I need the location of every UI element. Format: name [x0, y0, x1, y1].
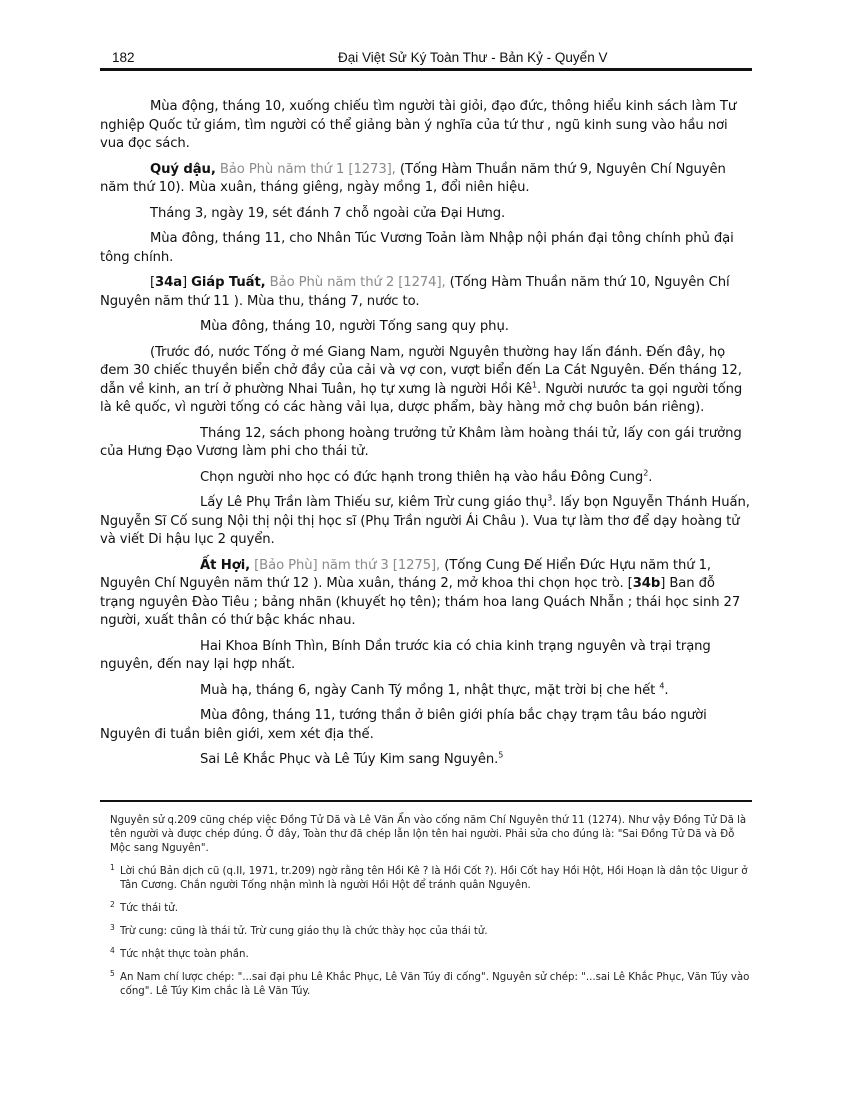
paragraph — [100, 557, 752, 631]
paragraph — [100, 318, 752, 337]
footnote-text: Tức thái tử. — [120, 903, 178, 914]
main-text — [100, 98, 752, 777]
folio-marker: 34b — [632, 576, 661, 591]
paragraph-text: (Trước đó, nước Tống ở mé Giang Nam, người Nguyên thường hay lấn đánh. Đến đây, họ đem 30 chiếc thuyền biển chở đầy của cải và vợ con, vượt biển đến La Cát Nguyên. Đến tháng 12, dẫn về kinh, an trí ở phường Nhai Tuân, họ tự xưng là người Hồi Kê — [100, 344, 742, 397]
paragraph — [100, 425, 752, 462]
paragraph — [100, 682, 752, 701]
footnote-ref[interactable]: 4 — [659, 681, 665, 691]
paragraph — [100, 205, 752, 224]
paragraph-text: Lấy Lê Phụ Trần làm Thiếu sư, kiêm Trừ cung giáo thụ — [200, 495, 548, 510]
paragraph-text: . lấy bọn Nguyễn Thánh Huấn, Nguyễn Sĩ Cố sung Nội thị nội thị học sĩ (Phụ Trần người Ái Châu ). Vua tự làm thơ để dạy hoàng tử và viết Di hậu lục 2 quyển. — [100, 495, 750, 547]
page-header — [100, 48, 752, 68]
footnote-intro — [110, 814, 752, 856]
footnotes-section — [110, 814, 752, 1008]
paragraph-text: Tháng 3, ngày 19, sét đánh 7 chỗ ngoài cửa Đại Hưng. — [150, 205, 506, 221]
footnote-1: 1 Lời chú Bản dịch cũ (q.II, 1971, tr.209) ngờ rằng tên Hồi Kê ? là Hồi Cốt ?). Hồi Cốt hay Hồi Hột, Hồi Hoạn là dân tộc Uigur ở Tân Cương. Chắn người Tống nhận mình là người Hồi Hột để tránh quân Nguyên. — [110, 862, 748, 891]
paragraph — [100, 344, 752, 418]
paragraph-text: ] Ban đỗ trạng nguyên Đào Tiêu ; bảng nhãn (khuyết họ tên); thám hoa lang Quách Nhẫn ; thái học sinh 27 người, xuất thân có thứ bậc khác nhau. — [100, 576, 741, 628]
header-divider — [100, 68, 752, 71]
paragraph-text: Mùa đông, tháng 11, tướng thần ở biên giới phía bắc chạy trạm tâu báo người Nguyên đi tuần biên giới, xem xét địa thế. — [100, 708, 707, 742]
paragraph-text: . Người nưước ta gọi người tống là kê quốc, vì người tống có các hàng vải lụa, dược phẩm, bày hàng mở chợ buôn bán riêng). — [100, 381, 743, 415]
footnote-ref[interactable]: 2 — [643, 468, 649, 478]
footnote-text: Lời chú Bản dịch cũ (q.II, 1971, tr.209) ngờ rằng tên Hồi Kê ? là Hồi Cốt ?). Hồi Cốt hay Hồi Hột, Hồi Hoạn là dân tộc Uigur ở Tân Cương. Chắn người Tống nhận mình là người Hồi Hột để tránh quân Nguyên. — [120, 866, 748, 891]
reign-year-note: Bảo Phù năm thứ 1 [1273], — [215, 161, 396, 177]
paragraph-text: (Tống Cung Đế Hiển Đức Hựu năm thứ 1, Nguyên Chí Nguyên năm thứ 12 ). Mùa xuân, tháng 2, mở khoa thi chọn học trò. [ — [100, 557, 711, 591]
reign-year-note: [Bảo Phù] năm thứ 3 [1275], — [250, 557, 441, 573]
running-title: Đại Việt Sử Ký Toàn Thư - Bản Kỷ - Quyển V — [338, 50, 608, 65]
footnote-ref[interactable]: 5 — [498, 750, 504, 760]
footnote-ref[interactable]: 3 — [547, 493, 553, 503]
paragraph-text: Tháng 12, sách phong hoàng trưởng tử Khâm làm hoàng thái tử, lấy con gái trưởng của Hưng Đạo Vương làm phi cho thái tử. — [100, 425, 742, 459]
footnote-text: Trừ cung: cũng là thái tử. Trừ cung giáo thụ là chức thày học của thái tử. — [120, 926, 488, 937]
footnote-divider — [100, 800, 752, 802]
paragraph-text: Mùa đông, tháng 11, cho Nhân Túc Vương Toản làm Nhập nội phán đại tông chính phủ đại tông chính. — [100, 231, 734, 265]
reign-year-note: Bảo Phù năm thứ 2 [1274], — [265, 275, 446, 290]
footnote-text: An Nam chí lược chép: "...sai đại phu Lê Khắc Phục, Lê Văn Túy đi cống". Nguyên sử chép: "...sai Lê Khắc Phục, Văn Túy vào cống". Lê Túy Kim chắc là Lê Văn Túy. — [120, 972, 750, 997]
bracket: [ — [150, 275, 156, 290]
year-heading: Giáp Tuất, — [191, 275, 266, 290]
footnote-2: 2 Tức thái tử. — [110, 899, 178, 914]
year-heading: Ất Hợi, — [200, 557, 251, 573]
year-heading: Quý dậu, — [150, 161, 216, 177]
page-number: 182 — [112, 50, 135, 65]
footnote-text: Nguyên sử q.209 cũng chép việc Đồng Tử Dã và Lê Văn Ẩn vào cống năm Chí Nguyên thứ 11 (1274). Như vậy Đồng Tử Dã là tên người và được chép đúng. Ở đây, Toàn thư đã chép lẫn lộn tên hai người. Phải sửa cho đúng là: "Sai Đồng Tử Dã và Đỗ Mộc sang Nguyên". — [110, 815, 747, 854]
paragraph — [100, 494, 752, 550]
paragraph — [100, 751, 752, 770]
paragraph-text: Hai Khoa Bính Thìn, Bính Dần trước kia có chia kinh trạng nguyên và trại trạng nguyên, đến nay lại hợp nhất. — [100, 638, 711, 672]
paragraph-text: Muà hạ, tháng 6, ngày Canh Tý mồng 1, nhật thực, mặt trời bị che hết — [200, 682, 660, 698]
folio-marker: 34a — [155, 275, 182, 290]
footnote-5: 5 An Nam chí lược chép: "...sai đại phu Lê Khắc Phục, Lê Văn Túy đi cống". Nguyên sử chép: "...sai Lê Khắc Phục, Văn Túy vào cống". Lê Túy Kim chắc là Lê Văn Túy. — [110, 968, 750, 997]
paragraph-text: (Tống Hàm Thuần năm thứ 10, Nguyên Chí Nguyên năm thứ 11 ). Mùa thu, tháng 7, nước to. — [100, 275, 730, 309]
paragraph — [100, 469, 752, 488]
footnote-ref[interactable]: 1 — [532, 380, 538, 390]
bracket: ] — [182, 275, 192, 290]
paragraph — [100, 98, 752, 154]
paragraph-text: . — [648, 469, 653, 485]
paragraph-text: Mùa đông, tháng 10, người Tống sang quy phụ. — [200, 319, 509, 334]
paragraph — [100, 707, 752, 744]
paragraph — [100, 161, 752, 198]
paragraph-text: Mùa động, tháng 10, xuống chiếu tìm người tài giỏi, đạo đức, thông hiểu kinh sách làm Tư nghiệp Quốc tử giám, tìm người có thể giảng bàn ý nghĩa của tứ thư , ngũ kinh sung vào hầu nơi vua đọc sách. — [100, 99, 737, 151]
paragraph-text: Chọn người nho học có đức hạnh trong thiên hạ vào hầu Đông Cung — [200, 469, 644, 485]
paragraph — [100, 230, 752, 267]
footnote-3: 3 Trừ cung: cũng là thái tử. Trừ cung giáo thụ là chức thày học của thái tử. — [110, 922, 488, 937]
paragraph-text: (Tống Hàm Thuần năm thứ 9, Nguyên Chí Nguyên năm thứ 10). Mùa xuân, tháng giêng, ngày mồng 1, đổi niên hiệu. — [100, 161, 726, 195]
paragraph-text: Sai Lê Khắc Phục và Lê Túy Kim sang Nguyên. — [200, 752, 499, 767]
paragraph — [100, 638, 752, 675]
footnote-text: Tức nhật thực toàn phần. — [120, 949, 249, 960]
paragraph — [100, 274, 752, 311]
footnote-4: 4 Tức nhật thực toàn phần. — [110, 945, 249, 960]
paragraph-text: . — [664, 682, 669, 698]
